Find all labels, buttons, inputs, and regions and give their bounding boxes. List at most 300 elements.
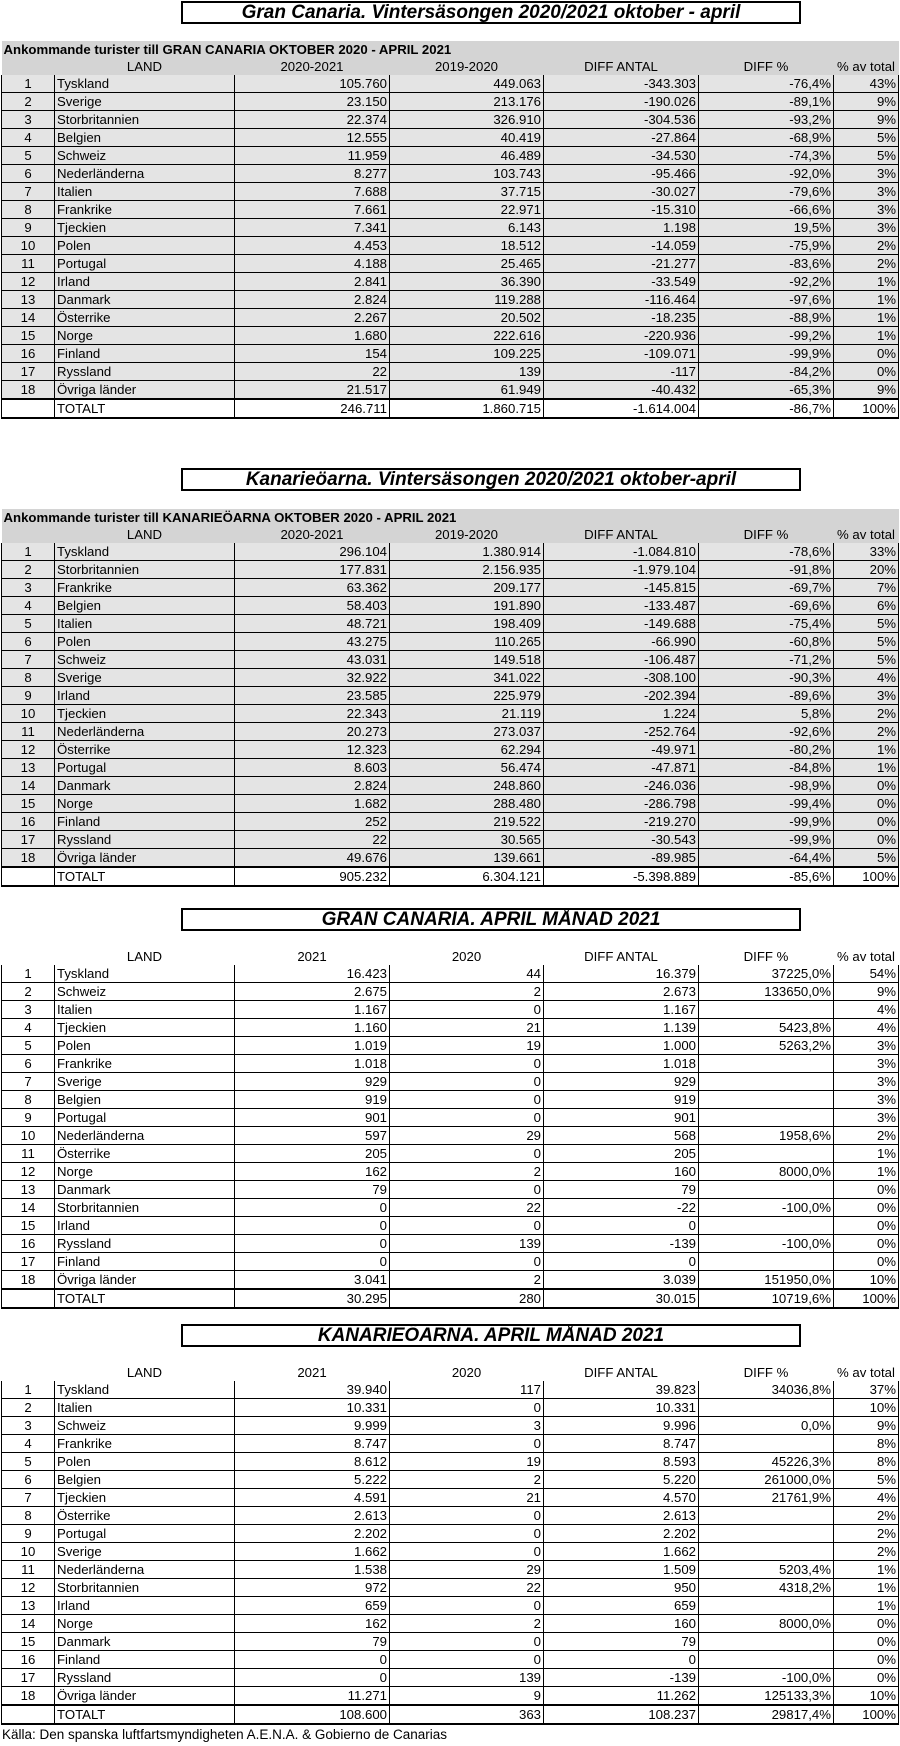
rank-cell: 5: [2, 1037, 55, 1055]
value-cell: 25.465: [390, 255, 544, 273]
rank-cell: 4: [2, 597, 55, 615]
rank-cell: 3: [2, 579, 55, 597]
rank-cell: 6: [2, 165, 55, 183]
value-cell: 1.167: [544, 1001, 699, 1019]
value-cell: 2.267: [235, 309, 390, 327]
value-cell: 11.271: [235, 1687, 390, 1706]
table-row: [2, 111, 899, 129]
value-cell: 43.031: [235, 651, 390, 669]
rank-cell: 16: [2, 1651, 55, 1669]
country-cell: Polen: [55, 237, 235, 255]
value-cell: 0: [390, 1507, 544, 1525]
country-cell: Polen: [55, 633, 235, 651]
value-cell: 0%: [834, 1199, 899, 1217]
value-cell: -1.084.810: [544, 543, 699, 561]
value-cell: 1.662: [544, 1543, 699, 1561]
value-cell: 22: [390, 1579, 544, 1597]
value-cell: 5.222: [235, 1471, 390, 1489]
rank-cell: 1: [2, 965, 55, 983]
header-row: [2, 526, 899, 543]
value-cell: -190.026: [544, 93, 699, 111]
value-cell: 929: [235, 1073, 390, 1091]
country-cell: Tjeckien: [55, 1019, 235, 1037]
value-cell: 0: [235, 1651, 390, 1669]
value-cell: -202.394: [544, 687, 699, 705]
value-cell: 222.616: [390, 327, 544, 345]
value-cell: -40.432: [544, 381, 699, 400]
value-cell: 160: [544, 1615, 699, 1633]
value-cell: 209.177: [390, 579, 544, 597]
value-cell: 22.374: [235, 111, 390, 129]
value-cell: 901: [235, 1109, 390, 1127]
value-cell: 341.022: [390, 669, 544, 687]
value-cell: -92,2%: [699, 273, 834, 291]
value-cell: -99,9%: [699, 345, 834, 363]
value-cell: -75,9%: [699, 237, 834, 255]
country-cell: TOTALT: [55, 1705, 235, 1724]
value-cell: 0: [390, 1145, 544, 1163]
rank-cell: 4: [2, 129, 55, 147]
value-cell: -88,9%: [699, 309, 834, 327]
country-cell: Polen: [55, 1453, 235, 1471]
table-row: [2, 1543, 899, 1561]
value-cell: 1%: [834, 309, 899, 327]
value-cell: 8.277: [235, 165, 390, 183]
total-row: [2, 399, 899, 418]
country-cell: Portugal: [55, 1525, 235, 1543]
rank-cell: 6: [2, 633, 55, 651]
value-cell: 2: [390, 1471, 544, 1489]
table-row: [2, 1507, 899, 1525]
value-cell: 296.104: [235, 543, 390, 561]
rank-cell: 4: [2, 1019, 55, 1037]
value-cell: 0: [390, 1435, 544, 1453]
value-cell: 61.949: [390, 381, 544, 400]
country-cell: Nederländerna: [55, 1561, 235, 1579]
country-cell: Österrike: [55, 1145, 235, 1163]
value-cell: 22: [235, 831, 390, 849]
value-cell: 1.018: [544, 1055, 699, 1073]
value-cell: 100%: [834, 1289, 899, 1308]
value-cell: 0: [390, 1253, 544, 1271]
rank-cell: 18: [2, 1687, 55, 1706]
value-cell: -89.985: [544, 849, 699, 868]
value-cell: -85,6%: [699, 867, 834, 886]
column-header: % av total: [834, 526, 899, 543]
table-row: [2, 1217, 899, 1235]
value-cell: -5.398.889: [544, 867, 699, 886]
value-cell: 919: [544, 1091, 699, 1109]
value-cell: 39.823: [544, 1381, 699, 1399]
value-cell: -252.764: [544, 723, 699, 741]
rank-cell: [2, 1705, 55, 1724]
value-cell: 5.220: [544, 1471, 699, 1489]
value-cell: 0%: [834, 345, 899, 363]
value-cell: 12.555: [235, 129, 390, 147]
value-cell: 1.019: [235, 1037, 390, 1055]
value-cell: -99,9%: [699, 813, 834, 831]
value-cell: 1.680: [235, 327, 390, 345]
table-row: [2, 1253, 899, 1271]
value-cell: 0: [235, 1669, 390, 1687]
value-cell: 37.715: [390, 183, 544, 201]
value-cell: 1.160: [235, 1019, 390, 1037]
table-row: [2, 147, 899, 165]
country-cell: Schweiz: [55, 1417, 235, 1435]
value-cell: -66.990: [544, 633, 699, 651]
value-cell: 1.860.715: [390, 399, 544, 418]
rank-cell: 6: [2, 1055, 55, 1073]
value-cell: 43%: [834, 75, 899, 93]
value-cell: 9%: [834, 1417, 899, 1435]
table-row: [2, 831, 899, 849]
value-cell: -100,0%: [699, 1235, 834, 1253]
table-row: [2, 255, 899, 273]
value-cell: 100%: [834, 1705, 899, 1724]
value-cell: 36.390: [390, 273, 544, 291]
country-cell: Italien: [55, 1001, 235, 1019]
value-cell: 21761,9%: [699, 1489, 834, 1507]
value-cell: 58.403: [235, 597, 390, 615]
country-cell: Nederländerna: [55, 723, 235, 741]
section-title: GRAN CANARIA. APRIL MÅNAD 2021: [181, 908, 801, 931]
value-cell: 0: [544, 1253, 699, 1271]
value-cell: -83,6%: [699, 255, 834, 273]
value-cell: 3%: [834, 219, 899, 237]
value-cell: 2%: [834, 1543, 899, 1561]
table-row: [2, 237, 899, 255]
value-cell: 2%: [834, 1507, 899, 1525]
value-cell: -78,6%: [699, 543, 834, 561]
value-cell: 149.518: [390, 651, 544, 669]
value-cell: 1%: [834, 1561, 899, 1579]
value-cell: 56.474: [390, 759, 544, 777]
value-cell: 6.304.121: [390, 867, 544, 886]
value-cell: 3%: [834, 1037, 899, 1055]
value-cell: [699, 1543, 834, 1561]
value-cell: -133.487: [544, 597, 699, 615]
column-header: LAND: [126, 948, 163, 964]
country-cell: Storbritannien: [55, 1579, 235, 1597]
rank-cell: 3: [2, 1417, 55, 1435]
value-cell: 248.860: [390, 777, 544, 795]
value-cell: -65,3%: [699, 381, 834, 400]
value-cell: 33%: [834, 543, 899, 561]
country-cell: Schweiz: [55, 147, 235, 165]
header-cell-rank: [2, 948, 55, 965]
value-cell: 326.910: [390, 111, 544, 129]
value-cell: 8%: [834, 1435, 899, 1453]
value-cell: -34.530: [544, 147, 699, 165]
value-cell: 110.265: [390, 633, 544, 651]
rank-cell: 17: [2, 831, 55, 849]
rank-cell: 5: [2, 1453, 55, 1471]
column-header: 2020: [451, 1364, 482, 1380]
value-cell: 8%: [834, 1453, 899, 1471]
column-header: 2019-2020: [390, 526, 544, 543]
value-cell: 10.331: [235, 1399, 390, 1417]
country-cell: Irland: [55, 1597, 235, 1615]
value-cell: -139: [544, 1669, 699, 1687]
value-cell: 37225,0%: [699, 965, 834, 983]
column-header: DIFF %: [699, 526, 834, 543]
value-cell: 1.000: [544, 1037, 699, 1055]
country-cell: Storbritannien: [55, 1199, 235, 1217]
table-row: [2, 1561, 899, 1579]
table-row: [2, 1271, 899, 1290]
source-footer: Källa: Den spanska luftfartsmyndigheten A.E.N.A. & Gobierno de Canarias: [2, 1727, 447, 1742]
value-cell: 0%: [834, 1651, 899, 1669]
table-row: [2, 1525, 899, 1543]
rank-cell: 7: [2, 1073, 55, 1091]
country-cell: Sverige: [55, 1543, 235, 1561]
country-cell: Tyskland: [55, 965, 235, 983]
value-cell: 0,0%: [699, 1417, 834, 1435]
value-cell: 0: [235, 1253, 390, 1271]
value-cell: 30.565: [390, 831, 544, 849]
rank-cell: 16: [2, 1235, 55, 1253]
country-cell: Belgien: [55, 597, 235, 615]
rank-cell: 9: [2, 687, 55, 705]
table-row: [2, 363, 899, 381]
country-cell: Belgien: [55, 1471, 235, 1489]
value-cell: 8.747: [235, 1435, 390, 1453]
value-cell: 1%: [834, 1145, 899, 1163]
value-cell: [699, 1181, 834, 1199]
value-cell: 1.198: [544, 219, 699, 237]
value-cell: 16.423: [235, 965, 390, 983]
value-cell: 3.039: [544, 1271, 699, 1290]
table-row: [2, 1145, 899, 1163]
value-cell: 29817,4%: [699, 1705, 834, 1724]
value-cell: 119.288: [390, 291, 544, 309]
value-cell: 8000,0%: [699, 1163, 834, 1181]
value-cell: 2.202: [235, 1525, 390, 1543]
value-cell: 139: [390, 1235, 544, 1253]
country-cell: Irland: [55, 687, 235, 705]
value-cell: 44: [390, 965, 544, 983]
value-cell: 0: [235, 1199, 390, 1217]
value-cell: 3%: [834, 1109, 899, 1127]
table-row: [2, 1073, 899, 1091]
table-row: [2, 579, 899, 597]
value-cell: 133650,0%: [699, 983, 834, 1001]
value-cell: 568: [544, 1127, 699, 1145]
value-cell: 151950,0%: [699, 1271, 834, 1290]
value-cell: 22: [235, 363, 390, 381]
value-cell: 5%: [834, 651, 899, 669]
value-cell: -89,1%: [699, 93, 834, 111]
country-cell: Schweiz: [55, 983, 235, 1001]
table-row: [2, 1489, 899, 1507]
country-cell: Finland: [55, 813, 235, 831]
value-cell: -343.303: [544, 75, 699, 93]
value-cell: 2%: [834, 237, 899, 255]
value-cell: 9: [390, 1687, 544, 1706]
value-cell: 160: [544, 1163, 699, 1181]
value-cell: 7.688: [235, 183, 390, 201]
value-cell: 4.188: [235, 255, 390, 273]
value-cell: -64,4%: [699, 849, 834, 868]
value-cell: 19: [390, 1453, 544, 1471]
value-cell: 0: [235, 1217, 390, 1235]
country-cell: Frankrike: [55, 579, 235, 597]
value-cell: 19: [390, 1037, 544, 1055]
section-title: Gran Canaria. Vintersäsongen 2020/2021 oktober - april: [181, 1, 801, 24]
rank-cell: 10: [2, 237, 55, 255]
value-cell: 449.063: [390, 75, 544, 93]
rank-cell: 7: [2, 1489, 55, 1507]
table-row: [2, 201, 899, 219]
rank-cell: 15: [2, 795, 55, 813]
value-cell: 18.512: [390, 237, 544, 255]
country-cell: Övriga länder: [55, 381, 235, 400]
value-cell: [699, 1091, 834, 1109]
value-cell: 1.509: [544, 1561, 699, 1579]
value-cell: 21: [390, 1019, 544, 1037]
value-cell: -109.071: [544, 345, 699, 363]
country-cell: TOTALT: [55, 867, 235, 886]
table-row: [2, 1127, 899, 1145]
country-cell: Tyskland: [55, 543, 235, 561]
statistics-table: [1, 41, 899, 419]
value-cell: 5%: [834, 147, 899, 165]
value-cell: -286.798: [544, 795, 699, 813]
value-cell: 29: [390, 1127, 544, 1145]
value-cell: [699, 1597, 834, 1615]
value-cell: 23.150: [235, 93, 390, 111]
value-cell: 7.661: [235, 201, 390, 219]
table-row: [2, 965, 899, 983]
table-row: [2, 1399, 899, 1417]
country-cell: Frankrike: [55, 1055, 235, 1073]
country-cell: Österrike: [55, 1507, 235, 1525]
value-cell: 919: [235, 1091, 390, 1109]
value-cell: 37%: [834, 1381, 899, 1399]
value-cell: 0%: [834, 831, 899, 849]
value-cell: 22: [390, 1199, 544, 1217]
value-cell: 8.612: [235, 1453, 390, 1471]
column-header: DIFF ANTAL: [584, 948, 658, 964]
value-cell: 901: [544, 1109, 699, 1127]
value-cell: 117: [390, 1381, 544, 1399]
value-cell: -304.536: [544, 111, 699, 129]
country-cell: Portugal: [55, 759, 235, 777]
rank-cell: 15: [2, 1633, 55, 1651]
table-row: [2, 1615, 899, 1633]
value-cell: 8.603: [235, 759, 390, 777]
value-cell: 125133,3%: [699, 1687, 834, 1706]
rank-cell: 8: [2, 201, 55, 219]
table-row: [2, 1579, 899, 1597]
country-cell: Tjeckien: [55, 705, 235, 723]
rank-cell: 16: [2, 345, 55, 363]
value-cell: 103.743: [390, 165, 544, 183]
rank-cell: 1: [2, 1381, 55, 1399]
value-cell: 219.522: [390, 813, 544, 831]
country-cell: Danmark: [55, 1633, 235, 1651]
value-cell: 10%: [834, 1399, 899, 1417]
value-cell: 929: [544, 1073, 699, 1091]
value-cell: [699, 1253, 834, 1271]
value-cell: 2.613: [544, 1507, 699, 1525]
value-cell: 9%: [834, 983, 899, 1001]
country-cell: Polen: [55, 1037, 235, 1055]
value-cell: 62.294: [390, 741, 544, 759]
country-cell: Ryssland: [55, 831, 235, 849]
value-cell: 154: [235, 345, 390, 363]
value-cell: 0: [390, 1091, 544, 1109]
country-cell: Italien: [55, 1399, 235, 1417]
value-cell: -99,9%: [699, 831, 834, 849]
rank-cell: 15: [2, 1217, 55, 1235]
value-cell: -98,9%: [699, 777, 834, 795]
value-cell: 29: [390, 1561, 544, 1579]
table-row: [2, 1417, 899, 1435]
rank-cell: 13: [2, 1597, 55, 1615]
value-cell: 205: [235, 1145, 390, 1163]
rank-cell: 3: [2, 111, 55, 129]
value-cell: 23.585: [235, 687, 390, 705]
country-cell: Ryssland: [55, 363, 235, 381]
value-cell: -99,4%: [699, 795, 834, 813]
country-cell: Tjeckien: [55, 1489, 235, 1507]
country-cell: Frankrike: [55, 201, 235, 219]
value-cell: 1%: [834, 327, 899, 345]
value-cell: 261000,0%: [699, 1471, 834, 1489]
value-cell: 3.041: [235, 1271, 390, 1290]
value-cell: -69,7%: [699, 579, 834, 597]
rank-cell: 7: [2, 651, 55, 669]
country-cell: Danmark: [55, 1181, 235, 1199]
value-cell: 30.015: [544, 1289, 699, 1308]
value-cell: -106.487: [544, 651, 699, 669]
rank-cell: 14: [2, 777, 55, 795]
value-cell: 0%: [834, 795, 899, 813]
country-cell: Norge: [55, 795, 235, 813]
value-cell: 100%: [834, 399, 899, 418]
rank-cell: 16: [2, 813, 55, 831]
country-cell: Portugal: [55, 1109, 235, 1127]
value-cell: [699, 1109, 834, 1127]
value-cell: 2.675: [235, 983, 390, 1001]
value-cell: 597: [235, 1127, 390, 1145]
value-cell: 0%: [834, 1181, 899, 1199]
value-cell: [699, 1651, 834, 1669]
value-cell: -69,6%: [699, 597, 834, 615]
header-row: [2, 1364, 899, 1381]
value-cell: 0: [544, 1651, 699, 1669]
value-cell: -1.979.104: [544, 561, 699, 579]
column-header: 2020-2021: [235, 526, 390, 543]
value-cell: 972: [235, 1579, 390, 1597]
column-header: 2019-2020: [390, 58, 544, 75]
rank-cell: 4: [2, 1435, 55, 1453]
value-cell: 0: [235, 1235, 390, 1253]
value-cell: 100%: [834, 867, 899, 886]
value-cell: -66,6%: [699, 201, 834, 219]
value-cell: 4%: [834, 1019, 899, 1037]
rank-cell: 10: [2, 705, 55, 723]
country-cell: Frankrike: [55, 1435, 235, 1453]
column-header: DIFF %: [699, 58, 834, 75]
country-cell: Österrike: [55, 309, 235, 327]
value-cell: 2.156.935: [390, 561, 544, 579]
value-cell: 10%: [834, 1271, 899, 1290]
table-row: [2, 1235, 899, 1253]
value-cell: -145.815: [544, 579, 699, 597]
value-cell: 1%: [834, 741, 899, 759]
